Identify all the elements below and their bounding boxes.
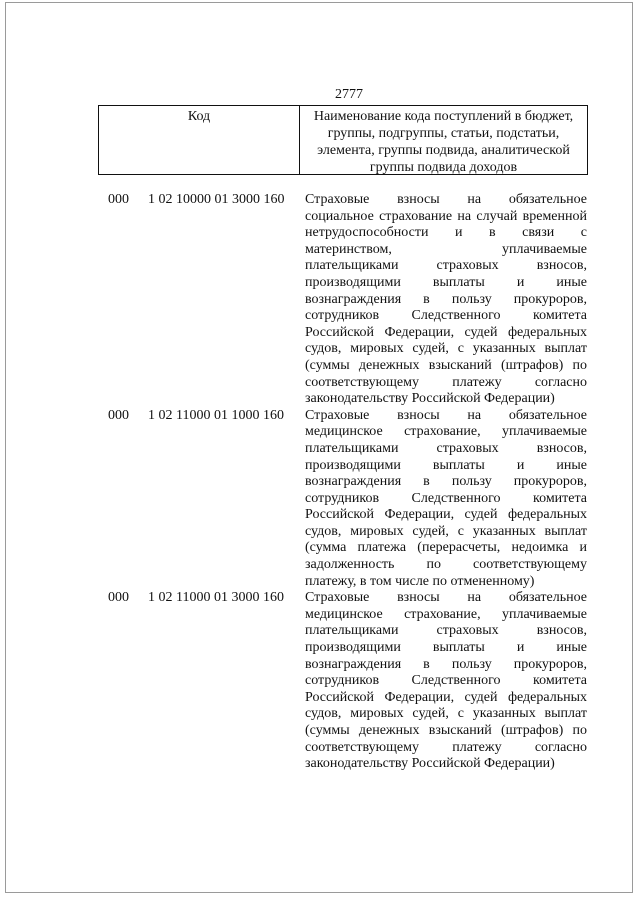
table-header xyxy=(98,105,588,175)
income-name-line: плательщиками страховых взносов, xyxy=(305,623,587,639)
income-name-line: нетрудоспособности и в связи с xyxy=(305,225,587,241)
admin-code: 000 xyxy=(108,192,129,207)
income-name-line: сотрудников Следственного комитета xyxy=(305,308,587,324)
income-name-line: Российской Федерации, судей федеральных xyxy=(305,689,587,705)
income-name-line: плательщиками страховых взносов, xyxy=(305,258,587,274)
table-row xyxy=(0,408,640,591)
income-name-line: судов, мировых судей, с указанных выплат xyxy=(305,523,587,539)
income-name xyxy=(305,192,587,408)
header-code-label: Код xyxy=(187,109,211,124)
table-row xyxy=(0,590,640,773)
income-name-line: соответствующему платежу согласно xyxy=(305,739,587,755)
income-name-line: (суммы денежных взысканий (штрафов) по xyxy=(305,723,587,738)
income-name-line: судов, мировых судей, с указанных выплат xyxy=(305,706,587,722)
table-row xyxy=(0,192,640,408)
income-name-line: Страховые взносы на обязательное xyxy=(305,192,587,207)
income-name-line: законодательству Российской Федерации) xyxy=(305,391,555,407)
income-code: 1 02 11000 01 1000 160 xyxy=(148,407,284,423)
income-name-line: сотрудников Следственного комитета xyxy=(305,490,587,506)
income-name-line: (сумма платежа (перерасчеты, недоимка и xyxy=(305,540,587,556)
income-name-line: сотрудников Следственного комитета xyxy=(305,673,587,689)
admin-code: 000 xyxy=(108,590,129,606)
page-number: 2777 xyxy=(335,87,363,102)
income-name-line: законодательству Российской Федерации) xyxy=(305,756,555,772)
income-name-line: медицинское страхование, уплачиваемые xyxy=(305,606,587,622)
income-name-line: Российской Федерации, судей федеральных xyxy=(305,507,587,523)
income-name-line: Страховые взносы на обязательное xyxy=(305,590,587,606)
income-name-line: производящими выплаты и иные xyxy=(305,457,587,473)
income-name-line: социальное страхование на случай временной xyxy=(305,208,587,224)
income-name-line: вознаграждения в пользу прокуроров, xyxy=(305,474,587,490)
income-code: 1 02 11000 01 3000 160 xyxy=(148,590,284,606)
header-code-cell xyxy=(99,106,300,174)
header-name-line: элемента, группы подвида, аналитической xyxy=(317,143,570,158)
table-body xyxy=(0,192,640,773)
income-name-line: вознаграждения в пользу прокуроров, xyxy=(305,291,587,307)
income-name-line: производящими выплаты и иные xyxy=(305,640,587,656)
income-name xyxy=(305,590,587,773)
income-name-line: производящими выплаты и иные xyxy=(305,274,587,290)
income-name-line: медицинское страхование, уплачиваемые xyxy=(305,424,587,440)
income-name-line: судов, мировых судей, с указанных выплат xyxy=(305,341,587,357)
income-name-line: Страховые взносы на обязательное xyxy=(305,407,587,423)
income-name-line: (суммы денежных взысканий (штрафов) по xyxy=(305,357,587,373)
header-name-line: группы, подгруппы, статьи, подстатьи, xyxy=(327,126,560,141)
income-name-line: соответствующему платежу согласно xyxy=(305,374,587,390)
income-name-line: вознаграждения в пользу прокуроров, xyxy=(305,656,587,672)
income-name-line: платежу, в том числе по отмененному) xyxy=(305,573,535,589)
income-name-line: задолженность по соответствующему xyxy=(305,557,587,573)
income-code: 1 02 10000 01 3000 160 xyxy=(148,192,285,207)
income-name-line: материнством, уплачиваемые xyxy=(305,241,587,257)
header-name-line: группы подвида доходов xyxy=(369,160,518,175)
income-name-line: Российской Федерации, судей федеральных xyxy=(305,324,587,340)
income-name xyxy=(305,408,587,591)
header-name-line: Наименование кода поступлений в бюджет, xyxy=(313,109,574,124)
admin-code: 000 xyxy=(108,407,129,423)
header-name-cell xyxy=(300,106,587,176)
income-name-line: плательщиками страховых взносов, xyxy=(305,440,587,456)
